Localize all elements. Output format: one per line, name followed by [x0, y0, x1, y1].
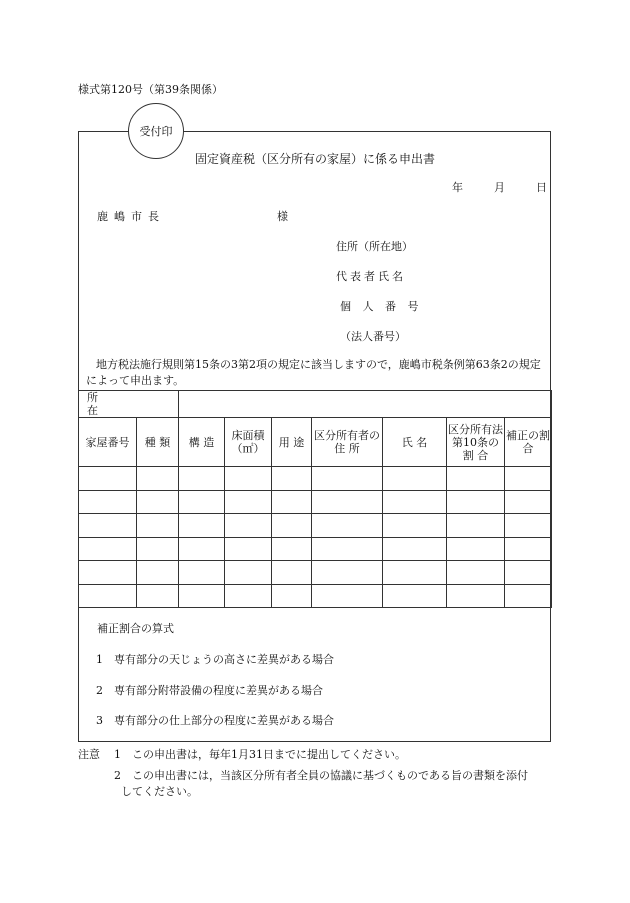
table-cell[interactable] [179, 584, 225, 608]
header-structure: 構 造 [179, 418, 225, 467]
table-cell[interactable] [79, 467, 137, 491]
table-cell[interactable] [312, 514, 383, 538]
table-row [79, 490, 552, 514]
table-cell[interactable] [447, 490, 505, 514]
header-name: 氏 名 [383, 418, 447, 467]
table-row [79, 467, 552, 491]
table-cell[interactable] [505, 514, 552, 538]
table-cell[interactable] [505, 584, 552, 608]
table-cell[interactable] [225, 584, 272, 608]
table-cell[interactable] [272, 561, 312, 585]
table-cell[interactable] [137, 537, 179, 561]
table-cell[interactable] [225, 561, 272, 585]
table-cell[interactable] [179, 490, 225, 514]
table-cell[interactable] [272, 514, 312, 538]
header-floor-area: 床面積（㎡） [225, 418, 272, 467]
table-cell[interactable] [505, 537, 552, 561]
table-cell[interactable] [383, 467, 447, 491]
header-correction-ratio: 補正の割 合 [505, 418, 552, 467]
table-cell[interactable] [137, 467, 179, 491]
table-cell[interactable] [383, 537, 447, 561]
formula-item-2: 2 専有部分附帯設備の程度に差異がある場合 [96, 684, 323, 697]
header-owner-address: 区分所有者の 住 所 [312, 418, 383, 467]
formula-title: 補正割合の算式 [97, 622, 174, 635]
header-usage: 用 途 [272, 418, 312, 467]
table-cell[interactable] [505, 490, 552, 514]
table-cell[interactable] [179, 561, 225, 585]
location-value-cell[interactable] [179, 391, 552, 418]
header-kind: 種 類 [137, 418, 179, 467]
table-cell[interactable] [447, 514, 505, 538]
document-title: 固定資産税（区分所有の家屋）に係る申出書 [194, 152, 435, 166]
table-cell[interactable] [79, 584, 137, 608]
header-share-ratio: 区分所有法第10条の 割 合 [447, 418, 505, 467]
table-row [79, 537, 552, 561]
note-item-2: 2 この申出書には，当該区分所有者全員の協議に基づくものである旨の書類を添付 [114, 769, 528, 782]
date-line [452, 179, 547, 195]
table-cell[interactable] [79, 514, 137, 538]
table-cell[interactable] [137, 490, 179, 514]
applicant-corporate-number-label: （法人番号） [340, 330, 406, 343]
table-cell[interactable] [383, 490, 447, 514]
form-number: 様式第120号（第39条関係） [78, 83, 223, 96]
date-month: 月 [494, 181, 505, 194]
property-table [78, 390, 552, 608]
note-item-2-continued: してください。 [121, 785, 198, 798]
table-cell[interactable] [447, 537, 505, 561]
notes-label: 注意 [78, 748, 100, 761]
table-cell[interactable] [225, 467, 272, 491]
table-cell[interactable] [312, 467, 383, 491]
table-cell[interactable] [272, 537, 312, 561]
addressee: 鹿嶋市長 [97, 210, 165, 223]
declaration-text: 地方税法施行規則第15条の3第2項の規定に該当しますので，鹿嶋市税条例第63条2の規定によって申出ます。 [86, 358, 541, 387]
table-cell[interactable] [179, 514, 225, 538]
table-cell[interactable] [383, 561, 447, 585]
table-cell[interactable] [179, 467, 225, 491]
applicant-representative-label: 代表者氏名 [336, 270, 406, 283]
table-cell[interactable] [225, 537, 272, 561]
table-cell[interactable] [312, 490, 383, 514]
formula-item-3: 3 専有部分の仕上部分の程度に差異がある場合 [96, 714, 334, 727]
table-cell[interactable] [505, 561, 552, 585]
table-row [79, 514, 552, 538]
table-row [79, 584, 552, 608]
table-cell[interactable] [272, 584, 312, 608]
stamp-label: 受付印 [139, 125, 173, 138]
header-house-number: 家屋番号 [79, 418, 137, 467]
table-cell[interactable] [505, 467, 552, 491]
table-cell[interactable] [447, 467, 505, 491]
date-day: 日 [536, 181, 547, 194]
table-cell[interactable] [137, 584, 179, 608]
table-cell[interactable] [272, 490, 312, 514]
applicant-individual-number-label: 個 人 番 号 [340, 300, 423, 313]
table-row [79, 561, 552, 585]
table-cell[interactable] [79, 490, 137, 514]
table-cell[interactable] [447, 584, 505, 608]
table-cell[interactable] [447, 561, 505, 585]
table-cell[interactable] [272, 467, 312, 491]
table-cell[interactable] [383, 584, 447, 608]
formula-item-1: 1 専有部分の天じょうの高さに差異がある場合 [96, 653, 334, 666]
table-header-row [79, 418, 552, 467]
table-cell[interactable] [137, 561, 179, 585]
table-cell[interactable] [137, 514, 179, 538]
date-year: 年 [452, 181, 463, 194]
table-cell[interactable] [179, 537, 225, 561]
table-cell[interactable] [79, 561, 137, 585]
table-cell[interactable] [225, 514, 272, 538]
honorific: 様 [277, 210, 288, 223]
applicant-address-label: 住所（所在地） [336, 240, 413, 253]
location-label: 所在 [79, 391, 179, 418]
table-cell[interactable] [225, 490, 272, 514]
note-item-1: 1 この申出書は，毎年1月31日までに提出してください。 [114, 748, 406, 761]
table-cell[interactable] [383, 514, 447, 538]
table-cell[interactable] [79, 537, 137, 561]
table-cell[interactable] [312, 537, 383, 561]
table-cell[interactable] [312, 584, 383, 608]
table-cell[interactable] [312, 561, 383, 585]
